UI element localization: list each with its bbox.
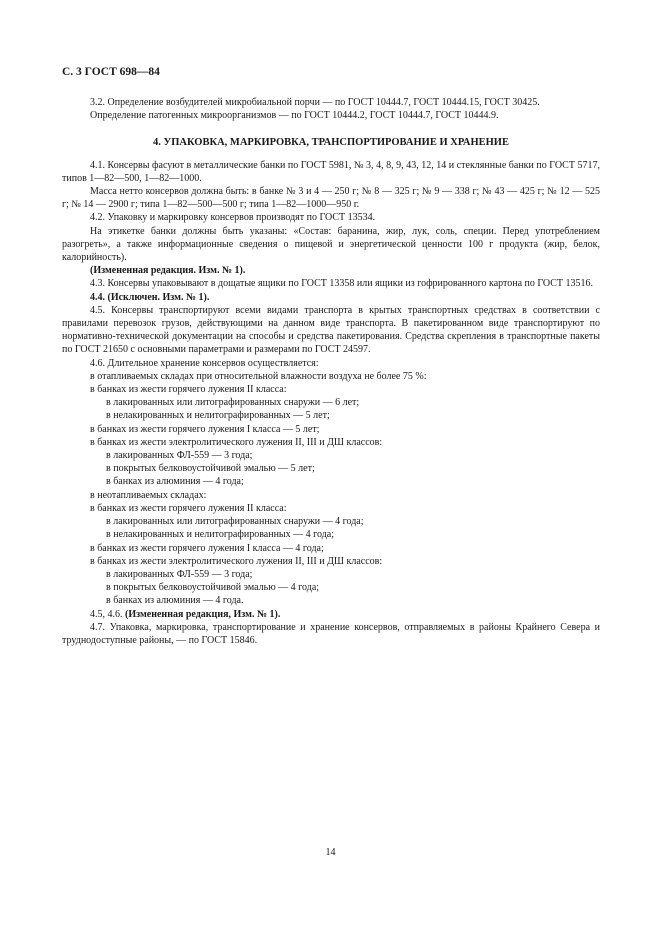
list-item: в банках из алюминия — 4 года; — [106, 476, 244, 488]
paragraph-3-2-pathogens: Определение патогенных микроорганизмов — по ГОСТ 10444.2, ГОСТ 10444.7, ГОСТ 10444.9. — [90, 110, 499, 122]
paragraph-3-2: 3.2. Определение возбудителей микробиальной порчи — по ГОСТ 10444.7, ГОСТ 10444.15, ГОСТ 30425. — [90, 97, 540, 108]
list-item: в банках из жести горячего лужения II класса: — [90, 502, 287, 514]
list-item: в отапливаемых складах при относительной влажности воздуха не более 75 %: — [90, 370, 427, 382]
list-item: в лакированных ФЛ-559 — 3 года; — [106, 450, 253, 462]
edit-note-4-5-4-6 — [62, 608, 600, 621]
paragraph-4-2: 4.2. Упаковку и маркировку консервов производят по ГОСТ 13534. — [90, 212, 376, 224]
list-item: в покрытых белковоустойчивой эмалью — 5 лет; — [106, 463, 315, 475]
document-body — [62, 96, 600, 647]
list-item: в банках из жести горячего лужения I класса — 5 лет; — [90, 423, 320, 435]
list-item: в банках из жести горячего лужения II класса: — [90, 384, 287, 396]
clause-ref: 4.5, 4.6. — [90, 608, 123, 620]
list-item: в банках из жести электролитического лужения II, III и ДШ классов: — [90, 555, 383, 567]
storage-list — [62, 370, 600, 608]
list-item: в нелакированных и нелитографированных — 5 лет; — [106, 410, 330, 422]
list-item: в лакированных или литографированных снаружи — 4 года; — [106, 516, 364, 528]
list-item: в покрытых белковоустойчивой эмалью — 4 года; — [106, 582, 320, 594]
list-item: в лакированных ФЛ-559 — 3 года; — [106, 568, 253, 580]
paragraph-4-6: 4.6. Длительное хранение консервов осуществляется: — [90, 357, 319, 369]
paragraph-4-3: 4.3. Консервы упаковывают в дощатые ящики по ГОСТ 13358 или ящики из гофрированного картона по ГОСТ 13516. — [90, 278, 594, 290]
section-title: 4. УПАКОВКА, МАРКИРОВКА, ТРАНСПОРТИРОВАНИЕ И ХРАНЕНИЕ — [153, 137, 509, 149]
list-item: в лакированных или литографированных снаружи — 6 лет; — [106, 397, 360, 409]
list-item: в банках из жести электролитического лужения II, III и ДШ классов: — [90, 436, 383, 448]
paragraph-4-7: 4.7. Упаковка, маркировка, транспортирование и хранение консервов, отправляемых в районы Крайнего Севера и труднодоступные районы, — по ГОСТ 15846. — [62, 621, 600, 646]
paragraph-4-1-mass: Масса нетто консервов должна быть: в банке № 3 и 4 — 250 г; № 8 — 325 г; № 9 — 338 г; № 43 — 425 г; № 12 — 525 г; № 14 — 2900 г; типа 1—82—500—500 г; типа 1—82—1000—950 г. — [62, 186, 600, 211]
list-item: в банках из жести горячего лужения I класса — 4 года; — [90, 542, 324, 554]
page-header: С. 3 ГОСТ 698—84 — [62, 66, 160, 78]
paragraph-4-4: 4.4. (Исключен. Изм. № 1). — [90, 291, 210, 303]
paragraph-4-2-label: На этикетке банки должны быть указаны: «Состав: баранина, жир, лук, соль, специи. Перед употреблением разогреть», а также информационные сведения о пищевой и энергетической ценности 100 г продукта (жир, белок, калорийность). — [62, 225, 600, 264]
list-item: в неотапливаемых складах: — [90, 489, 207, 501]
page-number: 14 — [325, 847, 336, 858]
paragraph-4-1: 4.1. Консервы фасуют в металлические банки по ГОСТ 5981, № 3, 4, 8, 9, 43, 12, 14 и стеклянные банки по ГОСТ 5717, типов 1—82—500, 1—82—1000. — [62, 159, 600, 184]
edit-note: (Измененная редакция, Изм. № 1). — [125, 608, 281, 620]
list-item: в банках из алюминия — 4 года. — [106, 595, 244, 607]
edit-note: (Измененная редакция. Изм. № 1). — [90, 265, 246, 277]
list-item: в нелакированных и нелитографированных — 4 года; — [106, 529, 335, 541]
paragraph-4-5: 4.5. Консервы транспортируют всеми видами транспорта в крытых транспортных средствах в соответствии с правилами перевозок грузов, действующими на данном виде транспорта. В пакетированном виде транспортируют по нормативно-технической документации на способы и средства пакетирования. Средства скрепления в транспортные пакеты по ГОСТ 21650 с основными параметрами и размерами по ГОСТ 24597. — [62, 304, 600, 356]
